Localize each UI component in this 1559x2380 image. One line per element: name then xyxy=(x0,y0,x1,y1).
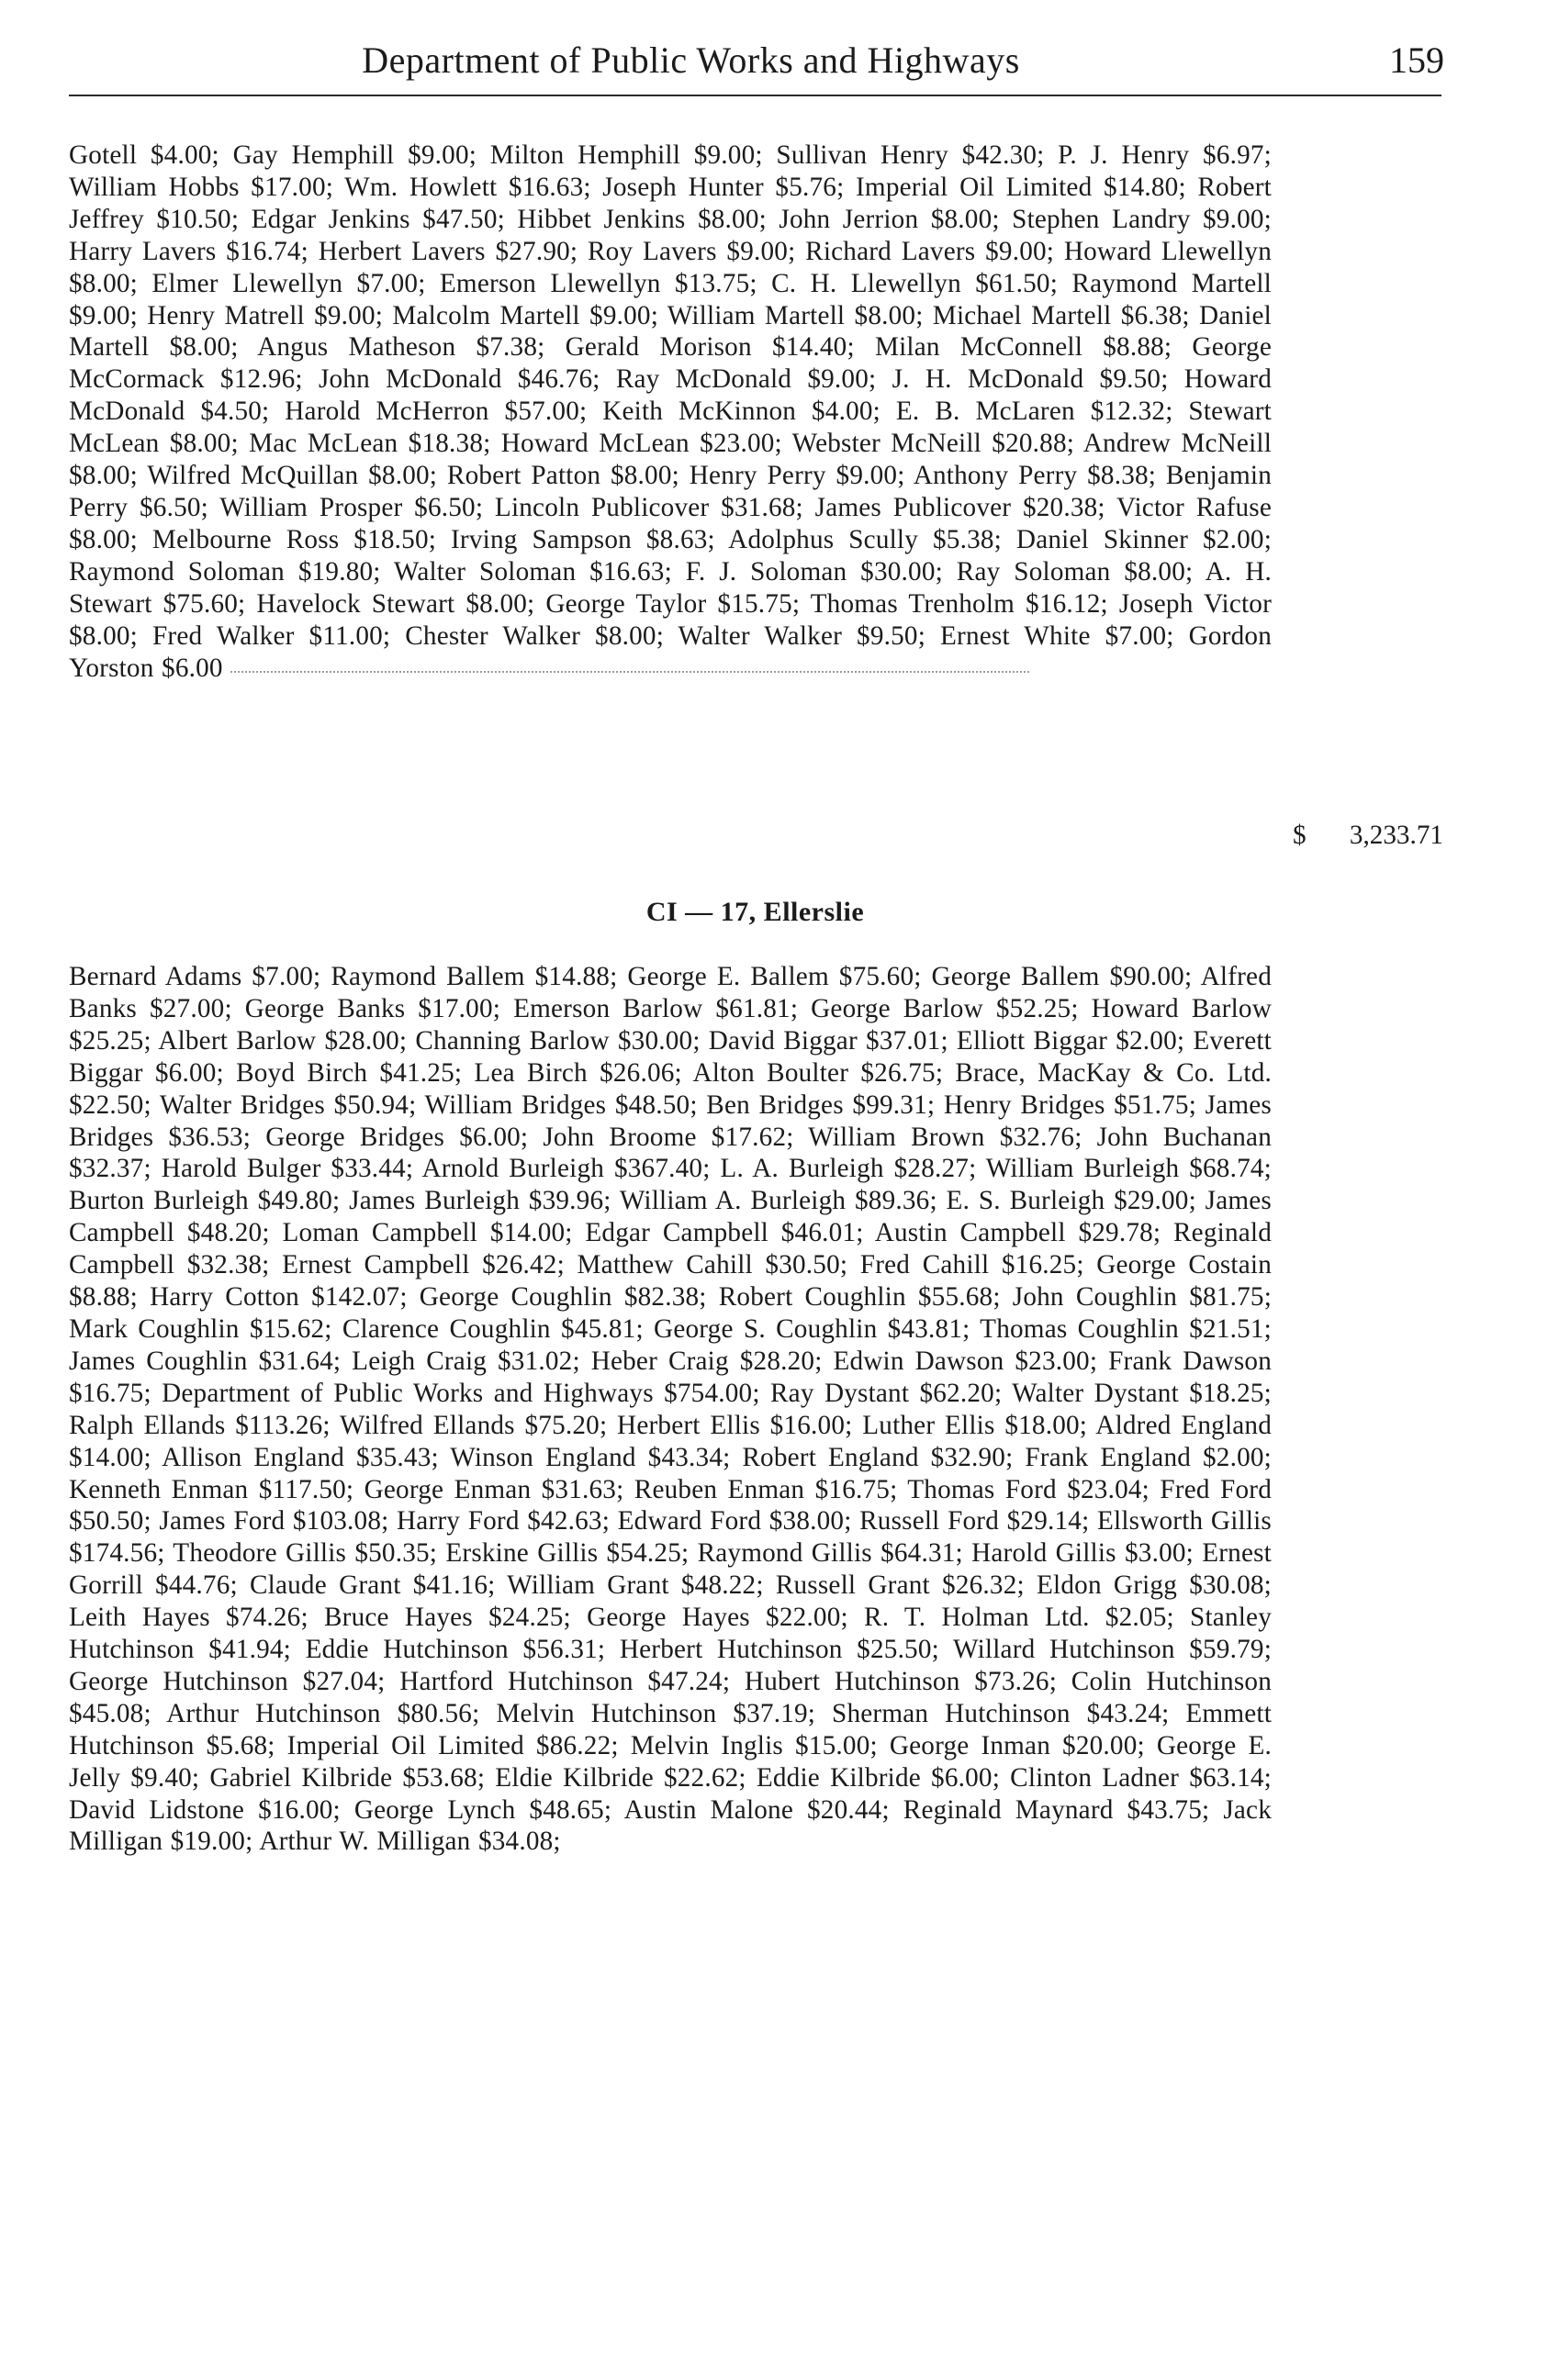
running-head xyxy=(69,35,1444,90)
page-number: 159 xyxy=(1389,39,1444,81)
running-title: Department of Public Works and Highways xyxy=(362,39,1020,81)
total-currency-sign: $ xyxy=(1293,821,1307,850)
header-rule xyxy=(69,95,1441,96)
ellerslie-payment-list-paragraph: Bernard Adams $7.00; Raymond Ballem $14.88; George E. Ballem $75.60; George Ballem $90.00; Alfred Banks $27.00; George Banks $17.00; Emerson Barlow $61.81; George Barlow $52.25; Howard Barlow $25.25; Albert Barlow $28.00; Channing Barlow $30.00; David Biggar $37.01; Elliott Biggar $2.00; Everett Biggar $6.00; Boyd Birch $41.25; Lea Birch $26.06; Alton Boulter $26.75; Brace, MacKay & Co. Ltd. $22.50; Walter Bridges $50.94; William Bridges $48.50; Ben Bridges $99.31; Henry Bridges $51.75; James Bridges $36.53; George Bridges $6.00; John Broome $17.62; William Brown $32.76; John Buchanan $32.37; Harold Bulger $33.44; Arnold Burleigh $367.40; L. A. Burleigh $28.27; William Burleigh $68.74; Burton Burleigh $49.80; James Burleigh $39.96; William A. Burleigh $89.36; E. S. Burleigh $29.00; James Campbell $48.20; Loman Campbell $14.00; Edgar Campbell $46.01; Austin Campbell $29.78; Reginald Campbell $32.38; Ernest Campbell $26.42; Matthew Cahill $30.50; Fred Cahill $16.25; George Costain $8.88; Harry Cotton $142.07; George Coughlin $82.38; Robert Coughlin $55.68; John Coughlin $81.75; Mark Coughlin $15.62; Clarence Coughlin $45.81; George S. Coughlin $43.81; Thomas Coughlin $21.51; James Coughlin $31.64; Leigh Craig $31.02; Heber Craig $28.20; Edwin Dawson $23.00; Frank Dawson $16.75; Department of Public Works and Highways $754.00; Ray Dystant $62.20; Walter Dystant $18.25; Ralph Ellands $113.26; Wilfred Ellands $75.20; Herbert Ellis $16.00; Luther Ellis $18.00; Aldred England $14.00; Allison England $35.43; Winson England $43.34; Robert England $32.90; Frank England $2.00; Kenneth Enman $117.50; George Enman $31.63; Reuben Enman $16.75; Thomas Ford $23.04; Fred Ford $50.50; James Ford $103.08; Harry Ford $42.63; Edward Ford $38.00; Russell Ford $29.14; Ellsworth Gillis $174.56; Theodore Gillis $50.35; Erskine Gillis $54.25; Raymond Gillis $64.31; Harold Gillis $3.00; Ernest Gorrill $44.76; Claude Grant $41.16; William Grant $48.22; Russell Grant $26.32; Eldon Grigg $30.08; Leith Hayes $74.26; Bruce Hayes $24.25; George Hayes $22.00; R. T. Holman Ltd. $2.05; Stanley Hutchinson $41.94; Eddie Hutchinson $56.31; Herbert Hutchinson $25.50; Willard Hutchinson $59.79; George Hutchinson $27.04; Hartford Hutchinson $47.24; Hubert Hutchinson $73.26; Colin Hutchinson $45.08; Arthur Hutchinson $80.56; Melvin Hutchinson $37.19; Sherman Hutchinson $43.24; Emmett Hutchinson $5.68; Imperial Oil Limited $86.22; Melvin Inglis $15.00; George Inman $20.00; George E. Jelly $9.40; Gabriel Kilbride $53.68; Eldie Kilbride $22.62; Eddie Kilbride $6.00; Clinton Ladner $63.14; David Lidstone $16.00; George Lynch $48.65; Austin Malone $20.44; Reginald Maynard $43.75; Jack Milligan $19.00; Arthur W. Milligan $34.08; xyxy=(69,962,1272,1857)
dot-leader xyxy=(230,660,1029,673)
payment-list-text: Gotell $4.00; Gay Hemphill $9.00; Milton Hemphill $9.00; Sullivan Henry $42.30; P. J. Henry $6.97; William Hobbs $17.00; Wm. Howlett $16.63; Joseph Hunter $5.76; Imperial Oil Limited $14.80; Robert Jeffrey $10.50; Edgar Jenkins $47.50; Hibbet Jenkins $8.00; John Jerrion $8.00; Stephen Landry $9.00; Harry Lavers $16.74; Herbert Lavers $27.90; Roy Lavers $9.00; Richard Lavers $9.00; Howard Llewellyn $8.00; Elmer Llewellyn $7.00; Emerson Llewellyn $13.75; C. H. Llewellyn $61.50; Raymond Martell $9.00; Henry Matrell $9.00; Malcolm Martell $9.00; William Martell $8.00; Michael Martell $6.38; Daniel Martell $8.00; Angus Matheson $7.38; Gerald Morison $14.40; Milan McConnell $8.88; George McCormack $12.96; John McDonald $46.76; Ray McDonald $9.00; J. H. McDonald $9.50; Howard McDonald $4.50; Harold McHerron $57.00; Keith McKinnon $4.00; E. B. McLaren $12.32; Stewart McLean $8.00; Mac McLean $18.38; Howard McLean $23.00; Webster McNeill $20.88; Andrew McNeill $8.00; Wilfred McQuillan $8.00; Robert Patton $8.00; Henry Perry $9.00; Anthony Perry $8.38; Benjamin Perry $6.50; William Prosper $6.50; Lincoln Publicover $31.68; James Publicover $20.38; Victor Rafuse $8.00; Melbourne Ross $18.50; Irving Sampson $8.63; Adolphus Scully $5.38; Daniel Skinner $2.00; Raymond Soloman $19.80; Walter Soloman $16.63; F. J. Soloman $30.00; Ray Soloman $8.00; A. H. Stewart $75.60; Havelock Stewart $8.00; George Taylor $15.75; Thomas Trenholm $16.12; Joseph Victor $8.00; Fred Walker $11.00; Chester Walker $8.00; Walter Walker $9.50; Ernest White $7.00; Gordon Yorston $6.00 xyxy=(69,140,1272,683)
section-heading: CI — 17, Ellerslie xyxy=(645,897,865,927)
payment-list-paragraph xyxy=(69,140,1272,684)
total-amount: 3,233.71 xyxy=(1349,821,1443,850)
